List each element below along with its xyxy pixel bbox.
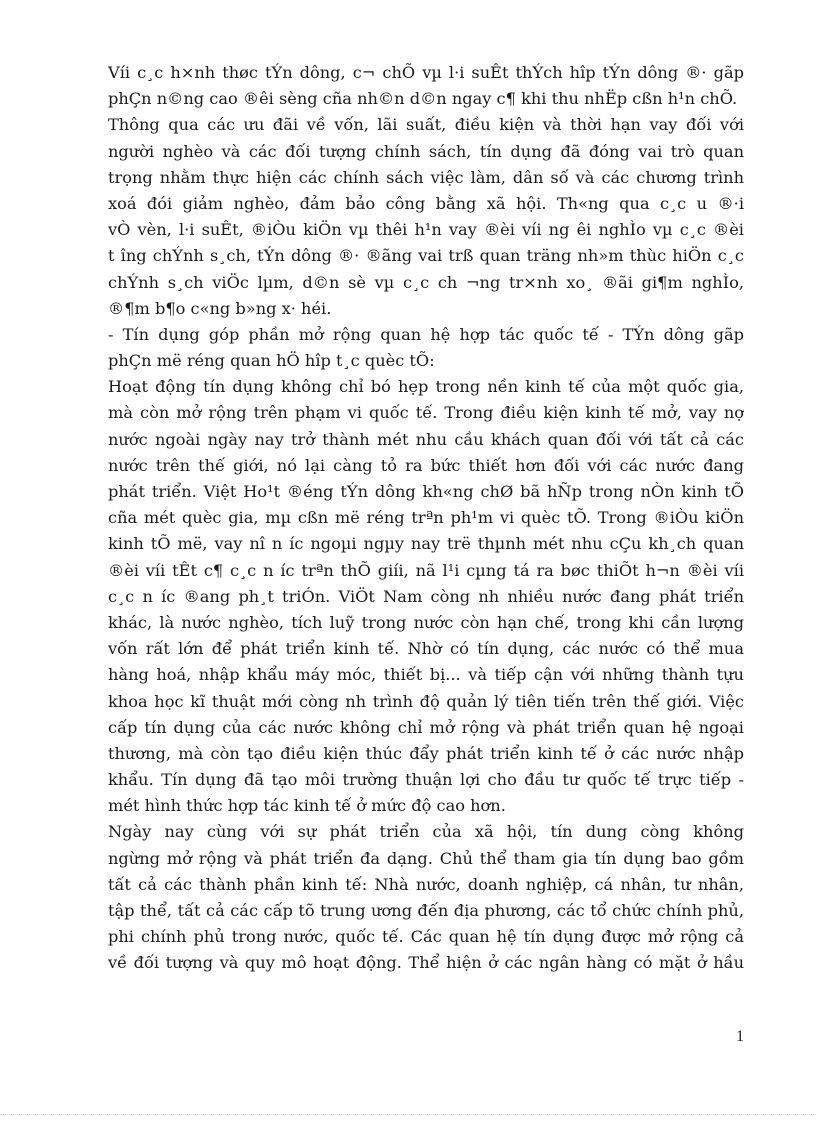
text-line: khoa học kĩ thuật mới còng nh trình độ quản lý tiên tiến trên thế giới. Việc [108, 691, 744, 711]
text-line: phÇn më réng quan hÖ hîp t¸c quèc tÕ: [108, 351, 435, 371]
text-line: cña mét quèc gia, mµ cßn më réng trªn ph¹m vi quèc tÕ. Trong ®iÒu kiÖn [108, 508, 744, 528]
text-line: khẩu. Tín dụng đã tạo môi trường thuận lợi cho đầu tư quốc tế trực tiếp - [108, 770, 744, 790]
text-line: ngừng mở rộng và phát triển đa dạng. Chủ thể tham gia tín dụng bao gồm [108, 848, 744, 868]
text-line: xoá đói giảm nghèo, đảm bảo công bằng xã hội. Th«ng qua c¸c u ®·i [108, 193, 744, 213]
text-line: vốn rất lớn để phát triển kinh tế. Nhờ có tín dụng, các nước có thể mua [108, 639, 744, 659]
page-bottom-divider [0, 1114, 816, 1115]
text-line: ®¶m b¶o c«ng b»ng x· héi. [108, 298, 332, 318]
text-line: phÇn n©ng cao ®êi sèng cña nh©n d©n ngay c¶ khi thu nhËp cßn h¹n chÕ. [108, 89, 738, 109]
text-line: nước ngoài ngày nay trở thành mét nhu cầu khách quan đối với tất cả các [108, 429, 744, 449]
text-line: phát triển. Việt Ho¹t ®éng tÝn dông kh«ng chØ bã hÑp trong nÒn kinh tÕ [108, 482, 744, 501]
text-line: c¸c n íc ®ang ph¸t triÓn. ViÖt Nam còng nh nhiều nước đang phát triển [108, 586, 744, 606]
text-line: t îng chÝnh s¸ch, tÝn dông ®· ®ãng vai trß quan träng nh»m thùc hiÖn c¸c [108, 246, 744, 266]
text-line: mét hình thức hợp tác kinh tế ở mức độ cao hơn. [108, 796, 506, 816]
text-line: Ngày nay cùng với sự phát triển của xã hội, tín dung còng không [108, 822, 744, 842]
text-line: nước trên thế giới, nó lại càng tỏ ra bức thiết hơn đối với các nước đang [108, 455, 744, 475]
text-line: tất cả các thành phần kinh tế: Nhà nước, doanh nghiệp, cá nhân, tư nhân, [108, 874, 744, 894]
text-line: ®èi víi tÊt c¶ c¸c n íc trªn thÕ giíi, nã l¹i cµng tá ra bøc thiÕt h¬n ®èi víi [108, 560, 744, 580]
text-line: hàng hoá, nhập khẩu máy móc, thiết bị... và tiếp cận với những thành tựu [108, 665, 744, 685]
text-line: vÒ vèn, l·i suÊt, ®iÒu kiÖn vµ thêi h¹n vay ®èi víi ng êi nghÌo vµ c¸c ®èi [108, 220, 744, 240]
text-line: trọng nhằm thực hiện các chính sách việc làm, dân số và các chương trình [108, 167, 744, 187]
text-line: chÝnh s¸ch viÖc lµm, d©n sè vµ c¸c ch ¬ng tr×nh xo¸ ®ãi gi¶m nghÌo, [108, 272, 744, 292]
page-number: 1 [736, 1028, 744, 1045]
text-line: cấp tín dụng của các nước không chỉ mở rộng và phát triển quan hệ ngoại [108, 717, 744, 737]
text-line: người nghèo và các đối tượng chính sách, tín dụng đã đóng vai trò quan [108, 141, 744, 161]
text-line: Víi c¸c h×nh thøc tÝn dông, c¬ chÕ vµ l·i suÊt thÝch hîp tÝn dông ®· gãp [108, 63, 744, 82]
text-line: Hoạt động tín dụng không chỉ bó hẹp trong nền kinh tế của một quốc gia, [108, 377, 744, 397]
text-line: về đối tượng và quy mô hoạt động. Thể hiện ở các ngân hàng có mặt ở hầu [108, 953, 744, 973]
text-line: - Tín dụng góp phần mở rộng quan hệ hợp tác quốc tế - TÝn dông gãp [108, 324, 744, 344]
text-line: Thông qua các ưu đãi về vốn, lãi suất, điều kiện và thời hạn vay đối với [108, 115, 744, 135]
text-line: khác, là nước nghèo, tích luỹ trong nước còn hạn chế, trong khi cần lượng [108, 612, 744, 632]
text-line: thương, mà còn tạo điều kiện thúc đẩy phát triển kinh tế ở các nước nhập [108, 743, 744, 763]
body-text [108, 60, 744, 977]
text-line: mà còn mở rộng trên phạm vi quốc tế. Trong điều kiện kinh tế mở, vay nợ [108, 403, 744, 423]
text-line: phi chính phủ trong nước, quốc tế. Các quan hệ tín dụng được mở rộng cả [108, 927, 744, 947]
text-line: kinh tÕ më, vay nî n íc ngoµi ngµy nay trë thµnh mét nhu cÇu kh¸ch quan [108, 534, 744, 554]
text-line: tập thể, tất cả các cấp tõ trung ương đến địa phương, các tổ chức chính phủ, [108, 901, 744, 920]
